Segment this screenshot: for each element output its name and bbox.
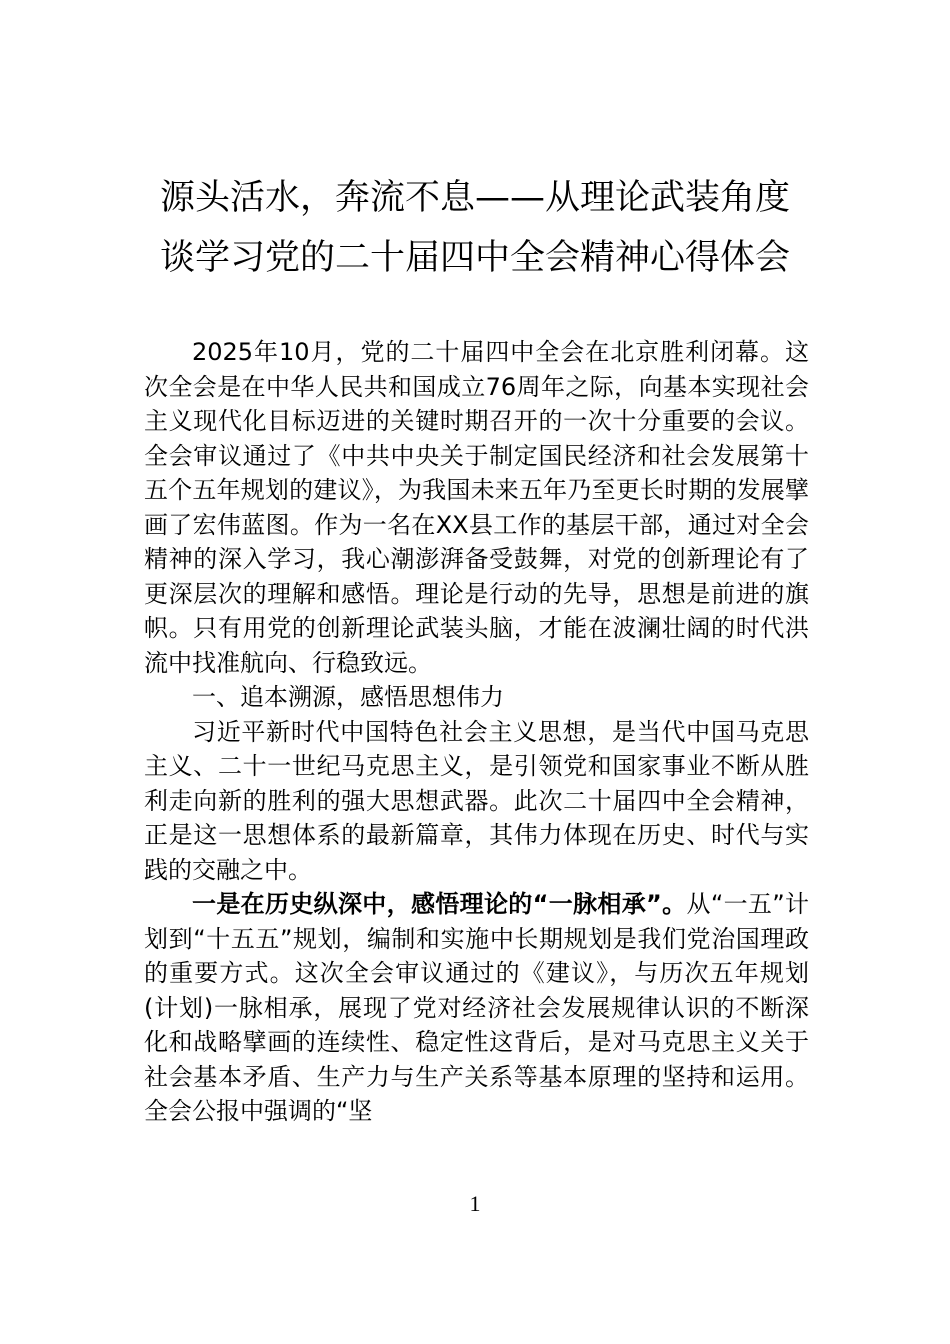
page-number: 1 xyxy=(469,1191,481,1216)
intro-paragraph: 2025年10月，党的二十届四中全会在北京胜利闭幕。这次全会是在中华人民共和国成立76周年之际，向基本实现社会主义现代化目标迈进的关键时期召开的一次十分重要的会议。全会审议通过了《中共中央关于制定国民经济和社会发展第十五个五年规划的建议》，为我国未来五年乃至更长时期的发展擘画了宏伟蓝图。作为一名在XX县工作的基层干部，通过对全会精神的深入学习，我心潮澎湃备受鼓舞，对党的创新理论有了更深层次的理解和感悟。理论是行动的先导，思想是前进的旗帜。只有用党的创新理论武装头脑，才能在波澜壮阔的时代洪流中找准航向、行稳致远。 xyxy=(144,338,809,677)
paragraph-history-lead: 一是在历史纵深中，感悟理论的“一脉相承”。 xyxy=(192,890,687,918)
section-heading-1: 一、追本溯源，感悟思想伟力 xyxy=(192,683,504,711)
title-line-2: 谈学习党的二十届四中全会精神心得体会 xyxy=(159,238,790,278)
paragraph-thought: 习近平新时代中国特色社会主义思想，是当代中国马克思主义、二十一世纪马克思主义，是引领党和国家事业不断从胜利走向新的胜利的强大思想武器。此次二十届四中全会精神，正是这一思想体系的最新篇章，其伟力体现在历史、时代与实践的交融之中。 xyxy=(144,717,809,884)
document-title xyxy=(120,168,830,288)
document-body xyxy=(144,335,809,1129)
paragraph-history-text: 从“一五”计划到“十五五”规划，编制和实施中长期规划是我们党治国理政的重要方式。这次全会审议通过的《建议》，与历次五年规划(计划)一脉相承，展现了党对经济社会发展规律认识的不断深化和战略擘画的连续性、稳定性这背后，是对马克思主义关于社会基本矛盾、生产力与生产关系等基本原理的坚持和运用。全会公报中强调的“坚 xyxy=(144,890,810,1125)
paragraph-history xyxy=(144,887,809,1129)
title-line-1: 源头活水，奔流不息——从理论武装角度 xyxy=(159,178,790,218)
